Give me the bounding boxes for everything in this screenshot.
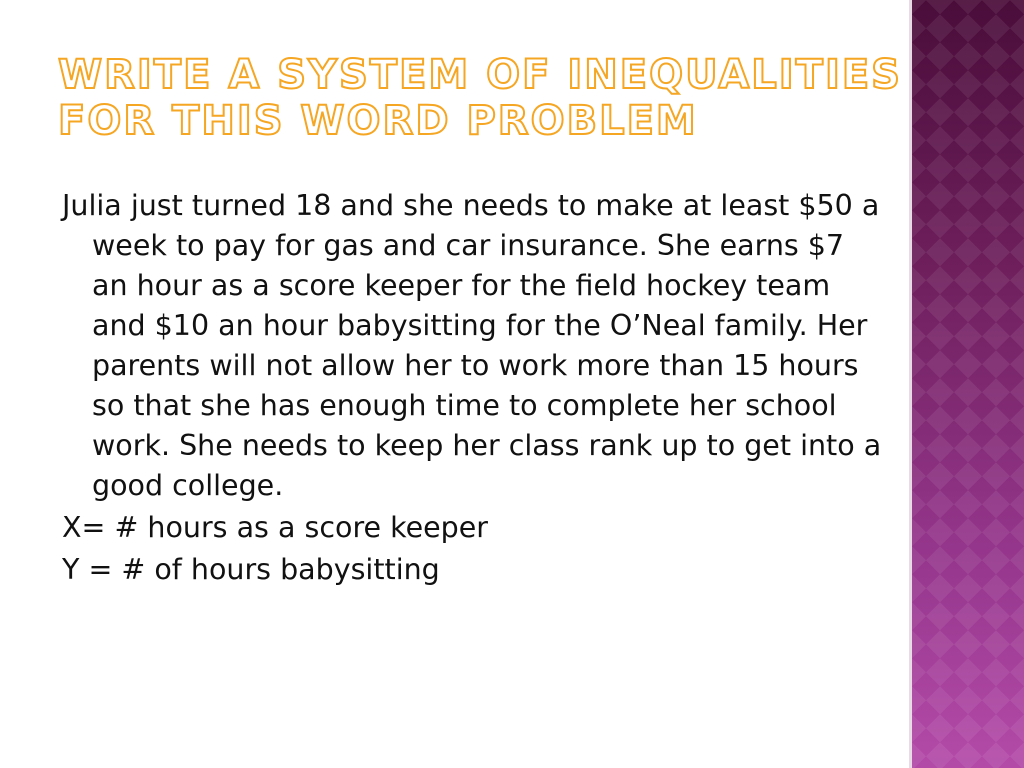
decorative-side-band <box>912 0 1024 768</box>
word-problem-text: Julia just turned 18 and she needs to make at least $50 a week to pay for gas and car insurance. She earns $7 an hour as a score keeper for the field hockey team and $10 an hour babysitting for the O’Neal family. Her parents will not allow her to work more than 15 hours so that she has enough time to complete her school work. She needs to keep her class rank up to get into a good college. <box>62 189 882 502</box>
slide-title <box>58 52 902 144</box>
slide-body <box>62 186 882 590</box>
title-line-1: WRITE A SYSTEM OF INEQUALITIES <box>58 52 902 98</box>
title-line-2: FOR THIS WORD PROBLEM <box>58 98 698 144</box>
variable-y-definition: Y = # of hours babysitting <box>62 553 440 586</box>
variable-x-definition: X= # hours as a score keeper <box>62 511 489 544</box>
